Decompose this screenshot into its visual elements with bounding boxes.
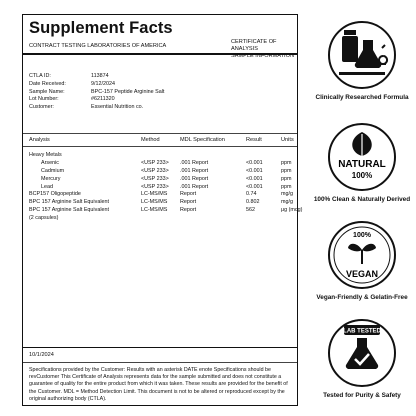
table-row xyxy=(29,199,291,207)
header-method: Method xyxy=(141,137,160,143)
table-row xyxy=(29,207,303,215)
cell-method: <USP 233> xyxy=(141,183,169,190)
cell-method: <USP 233> xyxy=(141,159,169,166)
cell-analysis: (2 capsules) xyxy=(29,215,59,222)
lab-flasks-icon xyxy=(327,20,397,90)
title-divider xyxy=(23,53,297,55)
vegan-word: VEGAN xyxy=(345,269,379,279)
vegan-badge-graphic xyxy=(327,220,397,290)
cell-analysis: Lead xyxy=(41,183,53,190)
footnote: Specifications provided by the Customer: Results with an asterisk DATE enote Specifications should be revCustomer This Certificate of Analysis represents data for the sample submitted and does not constitute a guarantee of quality for the entire product from which it was taken. These results are provided for the benefit of the Customer. MDL = Method Detection Limit. This document is not to be altered or reproduced except by the original authorizing body (CTLA). xyxy=(29,367,288,402)
cell-analysis: BPC 157 Arginine Salt Equivalent xyxy=(29,207,110,214)
cell-units: ppm xyxy=(281,175,292,182)
cell-spec: Report xyxy=(180,199,197,206)
cell-result: <0.001 xyxy=(246,167,263,174)
vegan-badge xyxy=(312,220,412,301)
table-header-divider xyxy=(23,146,297,147)
cell-analysis: BCP157 Oligopeptide xyxy=(29,191,81,198)
certificate-line: CERTIFICATE OF ANALYSIS xyxy=(231,39,277,52)
header-units: Units xyxy=(281,137,294,143)
header-result: Result xyxy=(246,137,262,143)
table-row xyxy=(29,160,291,168)
natural-badge-graphic xyxy=(327,122,397,192)
table-top-divider xyxy=(23,133,297,134)
cell-units: ppm xyxy=(281,159,292,166)
lab-tested-caption: Tested for Purity & Safety xyxy=(323,392,401,399)
info-row: Customer: Essential Nutrition co. xyxy=(29,104,144,111)
cell-result: 0.74 xyxy=(246,191,257,198)
info-row: Date Received: 9/12/2024 xyxy=(29,80,115,87)
table-row xyxy=(29,215,291,223)
certificate-heading xyxy=(231,39,297,60)
header-spec: MDL Specification xyxy=(180,137,225,143)
sample-info xyxy=(29,73,164,112)
table-row xyxy=(29,184,291,192)
cell-method: LC-MS/MS xyxy=(141,191,168,198)
lab-tested-badge-graphic xyxy=(327,318,397,388)
table-row xyxy=(29,152,291,160)
info-row: Lot Number: #6211320 xyxy=(29,96,115,103)
cell-spec: .001 Report xyxy=(180,159,209,166)
report-date: 10/1/2024 xyxy=(29,352,54,358)
cell-analysis: BPC 157 Arginine Salt Equivalent xyxy=(29,199,110,206)
cell-result: <0.001 xyxy=(246,159,263,166)
lab-tested-label: LAB TESTED xyxy=(343,328,381,335)
cell-method: <USP 233> xyxy=(141,175,169,182)
cell-method: LC-MS/MS xyxy=(141,207,168,214)
lab-tested-badge xyxy=(312,318,412,399)
natural-badge xyxy=(312,122,412,203)
cell-analysis: Heavy Metals xyxy=(29,152,62,158)
cell-units: ppm xyxy=(281,183,292,190)
panel-title: Supplement Facts xyxy=(29,19,173,37)
cell-result: <0.001 xyxy=(246,183,263,190)
footer-divider xyxy=(23,347,297,348)
cell-result: <0.001 xyxy=(246,175,263,182)
research-badge xyxy=(312,20,412,101)
cell-spec: .001 Report xyxy=(180,167,209,174)
cell-result: 0.802 xyxy=(246,199,260,206)
cell-analysis: Cadmium xyxy=(41,167,65,174)
date-divider xyxy=(23,362,297,363)
cell-result: 562 xyxy=(246,207,255,214)
natural-percent: 100% xyxy=(351,171,373,180)
cell-method: <USP 233> xyxy=(141,167,169,174)
table-row xyxy=(29,176,291,184)
vegan-percent: 100% xyxy=(353,232,371,239)
vegan-caption: Vegan-Friendly & Gelatin-Free xyxy=(316,294,408,301)
cell-spec: .001 Report xyxy=(180,183,209,190)
table-row xyxy=(29,191,291,199)
sample-info-line: SAMPLE INFORMATION xyxy=(231,53,294,59)
lab-name: CONTRACT TESTING LABORATORIES OF AMERICA xyxy=(29,43,167,49)
cell-spec: Report xyxy=(180,191,197,198)
info-row: CTLA ID: 113874 xyxy=(29,73,109,79)
supplement-facts-panel xyxy=(22,14,303,406)
table-row xyxy=(29,168,291,176)
cell-spec: .001 Report xyxy=(180,175,209,182)
cell-analysis: Mercury xyxy=(41,175,61,182)
cell-spec: Report xyxy=(180,207,197,214)
cell-units: mg/g xyxy=(281,191,293,198)
cell-units: μg (mcg) xyxy=(281,207,303,214)
info-row: Sample Name: BPC-157 Peptide Arginine Salt xyxy=(29,88,165,95)
results-table xyxy=(29,152,303,223)
natural-caption: 100% Clean & Naturally Derived xyxy=(313,196,411,203)
research-caption: Clinically Researched Formula xyxy=(315,94,409,101)
cell-units: mg/g xyxy=(281,199,293,206)
cell-units: ppm xyxy=(281,167,292,174)
natural-word: NATURAL xyxy=(338,159,386,170)
header-analysis: Analysis xyxy=(29,137,50,143)
cell-method: LC-MS/MS xyxy=(141,199,168,206)
cell-analysis: Arsenic xyxy=(41,159,59,166)
